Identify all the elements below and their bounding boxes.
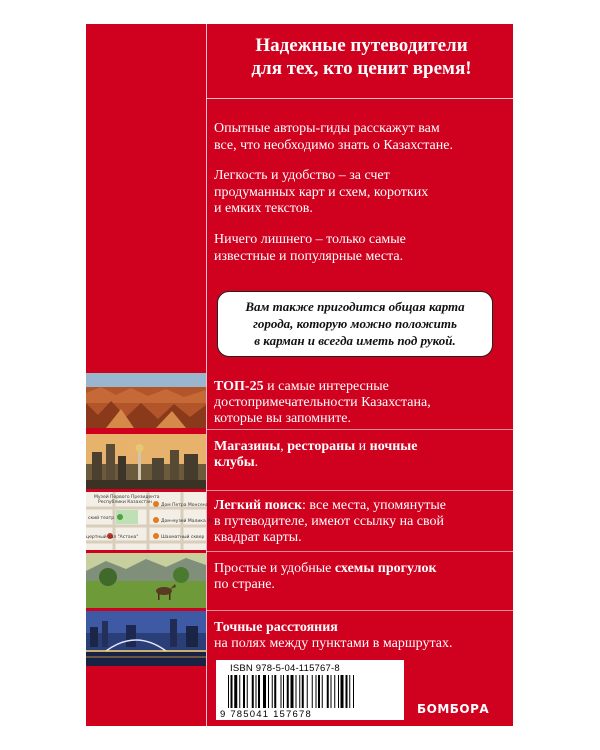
map-label: Шахматный сквер — [161, 535, 205, 540]
barcode-bar — [312, 675, 313, 708]
barcode-bar — [287, 675, 289, 708]
feature-easy-search: Легкий поиск: все места, упомянутые в путеводителе, имеют ссылку на свой квадрат карты. — [214, 498, 446, 545]
map-fragment-image — [86, 492, 214, 550]
feature-top25: ТОП-25 и самые интересные достопримечательности Казахстана, которые вы запомните. — [214, 379, 431, 426]
barcode-bar — [318, 675, 320, 708]
vertical-divider — [206, 24, 207, 726]
barcode-bar — [252, 675, 254, 708]
night-city-photo — [86, 611, 206, 666]
map-label: ский театр — [88, 516, 115, 521]
barcode-bar — [327, 675, 329, 708]
barcode-bars — [228, 675, 394, 708]
barcode-bar — [272, 675, 273, 708]
book-back-cover — [86, 24, 513, 726]
publisher-logo: БОМБОРА — [417, 702, 490, 716]
intro-paragraph-ease: Легкость и удобство – за счет продуманных карт и схем, коротких и емких текстов. — [214, 168, 429, 216]
feature-distances: Точные расстояния на полях между пунктами в маршрутах. — [214, 620, 453, 651]
barcode-bar — [234, 675, 237, 708]
barcode-bar — [247, 675, 248, 708]
steppe-horses-photo — [86, 553, 206, 608]
map-label: Дом Петра Монсена — [161, 503, 209, 508]
barcode-bar — [258, 675, 260, 708]
barcode-digits: 9 785041 157678 — [220, 709, 312, 720]
barcode-bar — [316, 675, 317, 708]
barcode-bar — [263, 675, 266, 708]
feature-separator — [206, 490, 513, 491]
barcode-bar — [283, 675, 284, 708]
barcode-bar — [243, 675, 245, 708]
barcode-bar — [268, 675, 269, 708]
intro-paragraph-guides: Опытные авторы-гиды расскажут вам все, что необходимо знать о Казахстане. — [214, 121, 453, 153]
barcode-bar — [322, 675, 323, 708]
map-label: Дом-музей Малика Ку — [161, 519, 214, 524]
barcode-bar — [338, 675, 339, 708]
map-note-box: Вам также пригодится общая карта города, которую можно положить в карман и всегда иметь под рукой. — [217, 291, 493, 357]
feature-shops: Магазины, рестораны и ночные клубы. — [214, 439, 418, 470]
barcode-bar — [256, 675, 257, 708]
barcode-bar — [349, 675, 350, 708]
barcode-bar — [291, 675, 294, 708]
feature-separator — [206, 610, 513, 611]
barcode-bar — [296, 675, 297, 708]
isbn-number: ISBN 978-5-04-115767-8 — [230, 663, 340, 674]
canyon-photo — [86, 373, 206, 428]
map-label: Республики Казахстан — [98, 500, 152, 505]
barcode-bar — [331, 675, 332, 708]
map-label: Музей Первого Президента — [94, 495, 160, 500]
feature-separator — [206, 429, 513, 430]
isbn-barcode — [216, 660, 404, 720]
barcode-bar — [281, 675, 282, 708]
feature-separator — [206, 551, 513, 552]
heading-rule — [206, 98, 513, 99]
barcode-bar — [341, 675, 344, 708]
barcode-bar — [239, 675, 240, 708]
barcode-bar — [231, 675, 233, 708]
barcode-bar — [228, 675, 229, 708]
feature-walking-routes: Простые и удобные схемы прогулок по стране. — [214, 561, 437, 592]
barcode-bar — [346, 675, 348, 708]
barcode-bar — [302, 675, 304, 708]
cover-heading: Надежные путеводители для тех, кто ценит время! — [251, 35, 472, 79]
barcode-bar — [274, 675, 276, 708]
barcode-bar — [353, 675, 354, 708]
barcode-bar — [299, 675, 300, 708]
barcode-bar — [334, 675, 335, 708]
barcode-bar — [307, 675, 308, 708]
city-skyline-photo — [86, 434, 206, 489]
intro-paragraph-nothing-extra: Ничего лишнего – только самые известные и популярные места. — [214, 232, 406, 264]
map-label: цертный зал "Астана" — [86, 535, 139, 540]
